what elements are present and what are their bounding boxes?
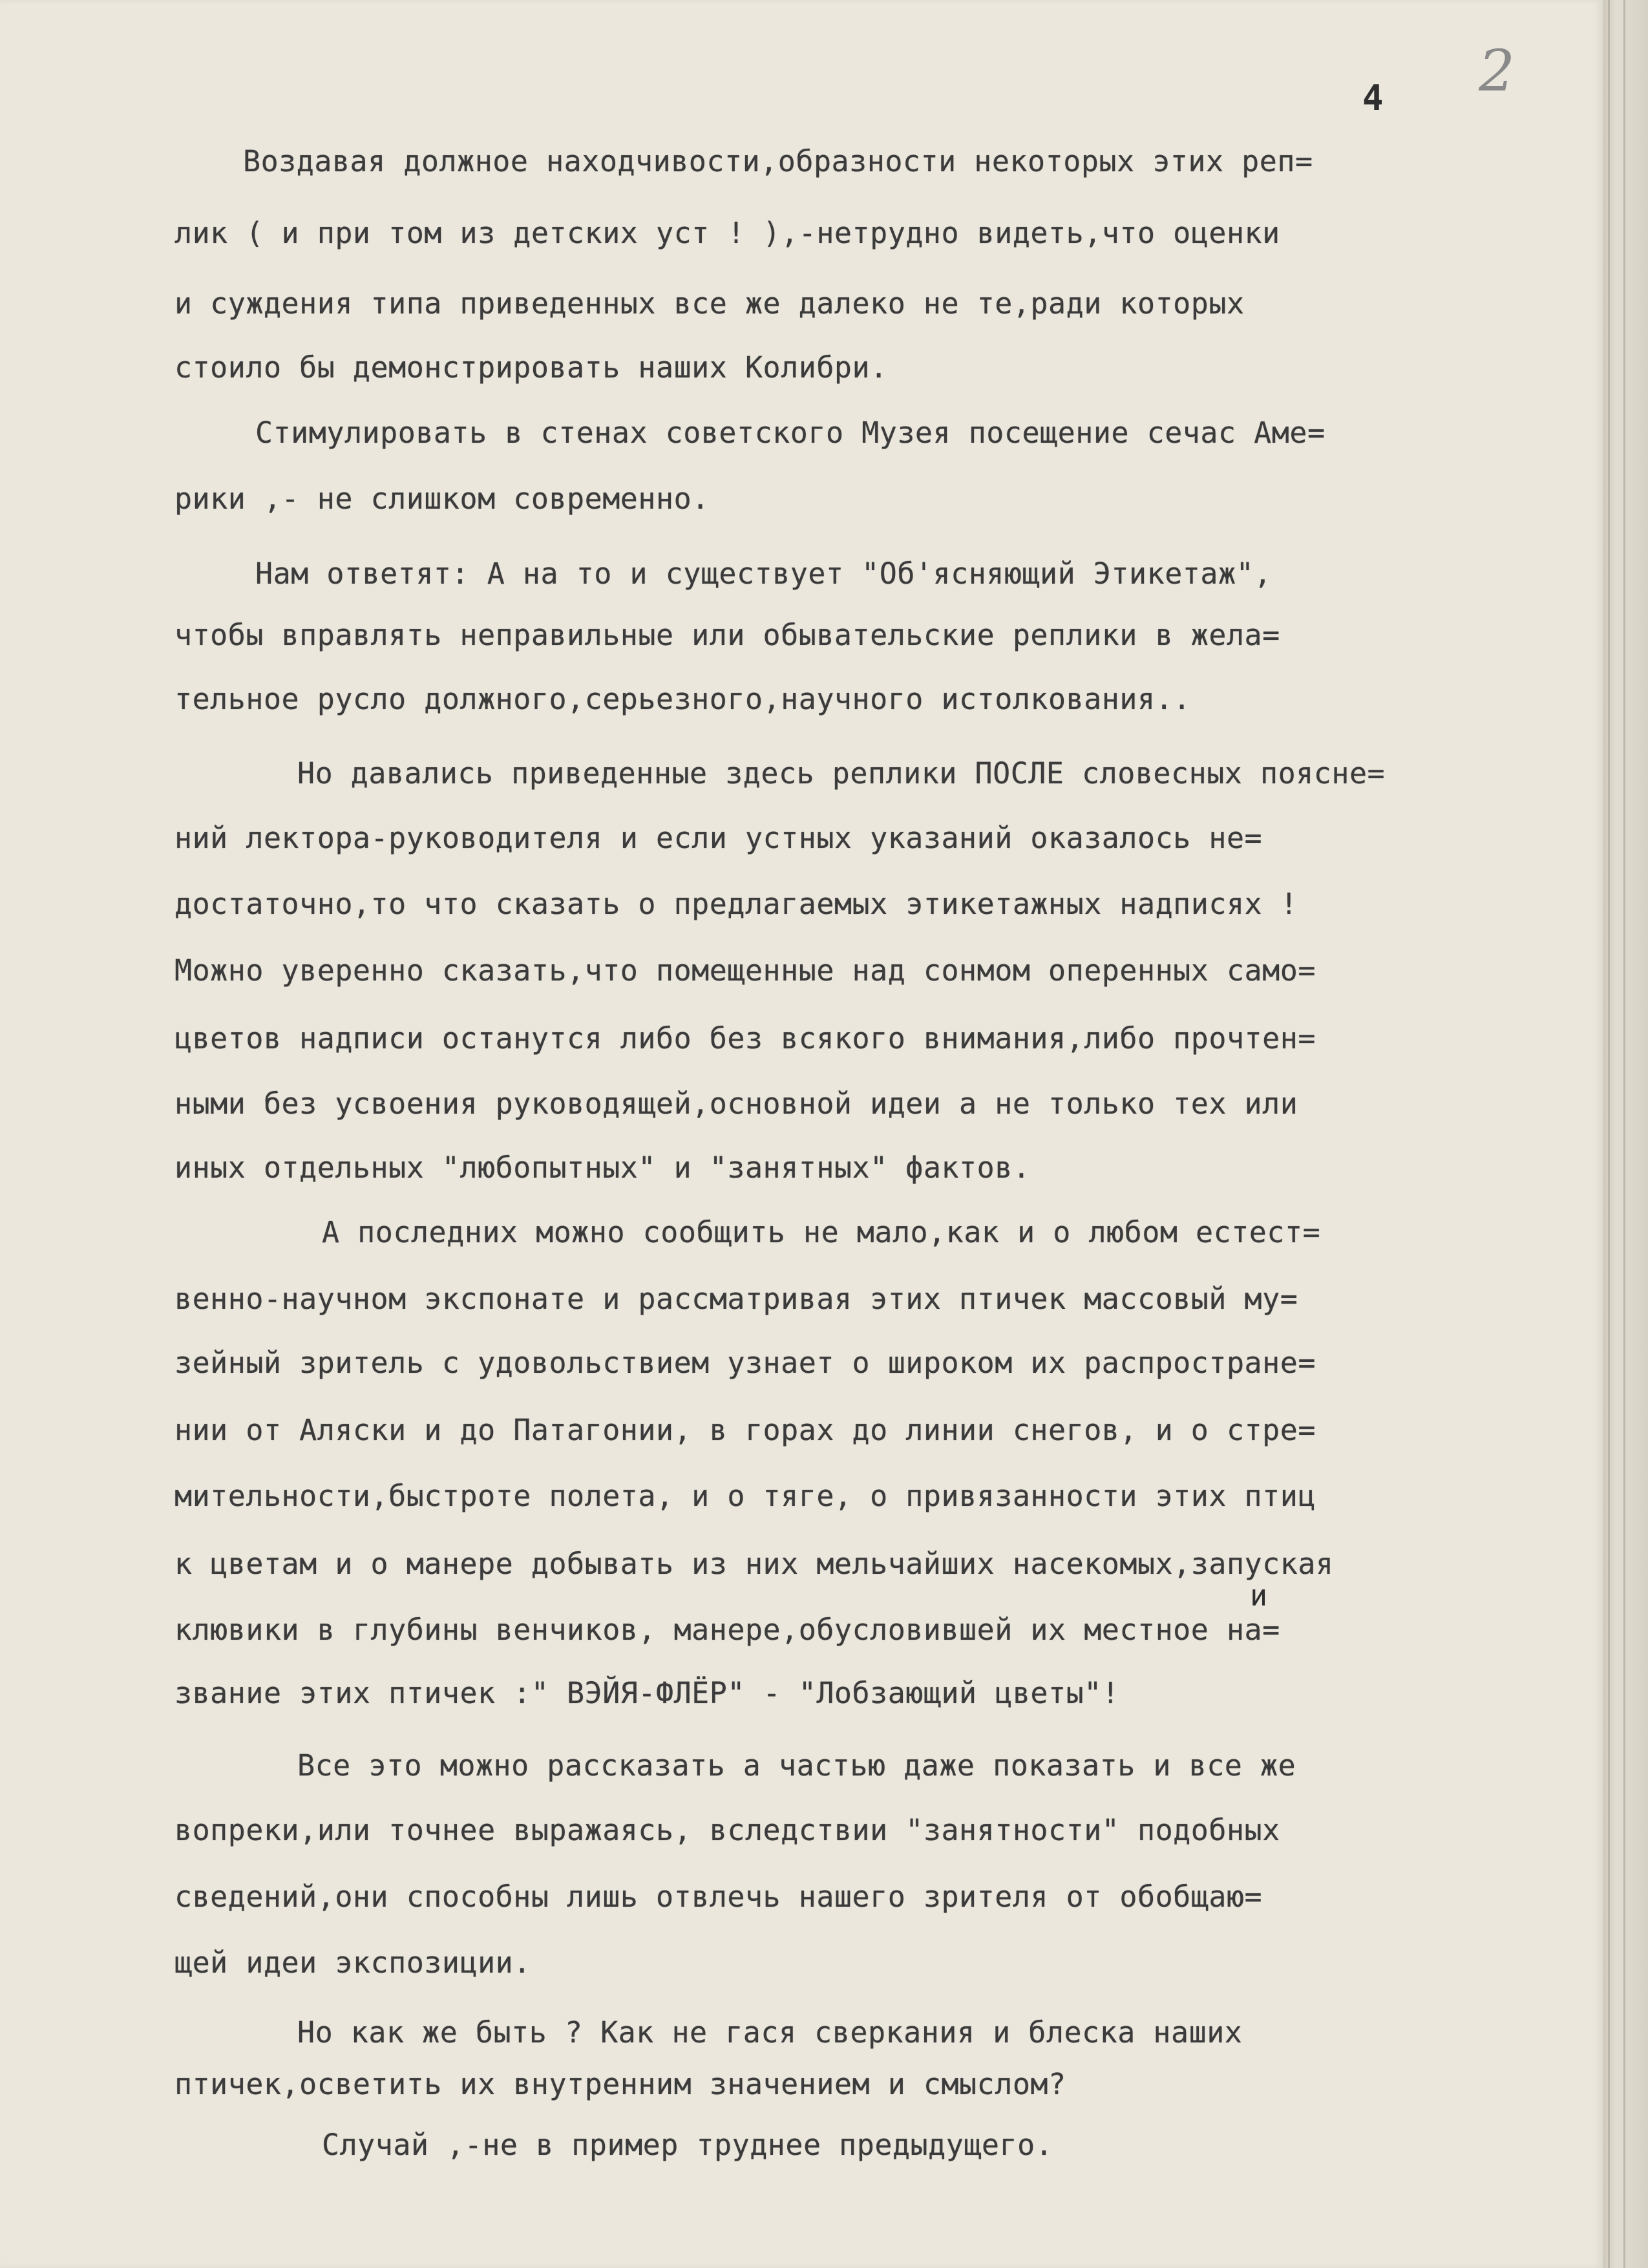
text-line: нии от Аляски и до Патагонии, в горах до линии снегов, и о стре= xyxy=(174,1413,1316,1447)
text-line: тельное русло должного,серьезного,научного истолкования.. xyxy=(174,682,1191,716)
text-line: Воздавая должное находчивости,образности некоторых этих реп= xyxy=(243,144,1313,178)
text-line: мительности,быстроте полета, и о тяге, о привязанности этих птиц xyxy=(174,1479,1316,1513)
text-line: птичек,осветить их внутренним значением и смыслом? xyxy=(174,2067,1066,2101)
text-line: ний лектора-руководителя и если устных указаний оказалось не= xyxy=(174,821,1263,855)
edge-line xyxy=(1623,0,1625,2268)
edge-line xyxy=(1608,0,1610,2268)
text-line: Все это можно рассказать а частью даже показать и все же xyxy=(297,1748,1296,1783)
text-line: звание этих птичек :" ВЭЙЯ-ФЛЁР" - "Лобзающий цветы"! xyxy=(174,1676,1120,1710)
handwritten-insertion-mark: и xyxy=(1250,1578,1268,1613)
text-line: иных отдельных "любопытных" и "занятных" фактов. xyxy=(174,1150,1031,1185)
text-line: Нам ответят: А на то и существует "Об'ясняющий Этикетаж", xyxy=(255,556,1272,591)
text-line: зейный зритель с удовольствием узнает о широком их распростране= xyxy=(174,1346,1316,1380)
text-line: щей идеи экспозиции. xyxy=(174,1945,531,1980)
text-line: венно-научном экспонате и рассматривая этих птичек массовый му= xyxy=(174,1282,1298,1316)
text-line: вопреки,или точнее выражаясь, вследствии "занятности" подобных xyxy=(174,1813,1280,1847)
archive-page-number: 2 xyxy=(1479,37,1515,104)
text-line: цветов надписи останутся либо без всякого внимания,либо прочтен= xyxy=(174,1021,1316,1055)
text-line: к цветам и о манере добывать из них мельчайших насекомых,запуская xyxy=(174,1547,1334,1581)
page-edge xyxy=(1603,0,1648,2268)
text-line: рики ,- не слишком современно. xyxy=(174,482,710,516)
text-line: стоило бы демонстрировать наших Колибри. xyxy=(174,350,888,385)
text-line: и суждения типа приведенных все же далеко не те,ради которых xyxy=(174,286,1245,321)
text-line: Случай ,-не в пример труднее предыдущего. xyxy=(322,2128,1053,2162)
text-line: достаточно,то что сказать о предлагаемых этикетажных надписях ! xyxy=(174,887,1298,921)
text-line: Можно уверенно сказать,что помещенные над сонмом оперенных само= xyxy=(174,953,1316,988)
text-line: лик ( и при том из детских уст ! ),-нетрудно видеть,что оценки xyxy=(174,216,1280,250)
text-line: Но как же быть ? Как не гася сверкания и блеска наших xyxy=(297,2015,1243,2050)
text-line: сведений,они способны лишь отвлечь нашего зрителя от обобщаю= xyxy=(174,1880,1263,1914)
text-line: Стимулировать в стенах советского Музея посещение сечас Аме= xyxy=(255,416,1326,450)
page-number: 4 xyxy=(1362,78,1384,118)
text-line: А последних можно сообщить не мало,как и о любом естест= xyxy=(322,1215,1321,1249)
text-line: клювики в глубины венчиков, манере,обусловившей их местное на= xyxy=(174,1613,1280,1647)
text-line: Но давались приведенные здесь реплики ПОСЛЕ словесных поясне= xyxy=(297,756,1386,790)
text-line: ными без усвоения руководящей,основной идеи а не только тех или xyxy=(174,1086,1298,1121)
text-line: чтобы вправлять неправильные или обывательские реплики в жела= xyxy=(174,618,1280,652)
